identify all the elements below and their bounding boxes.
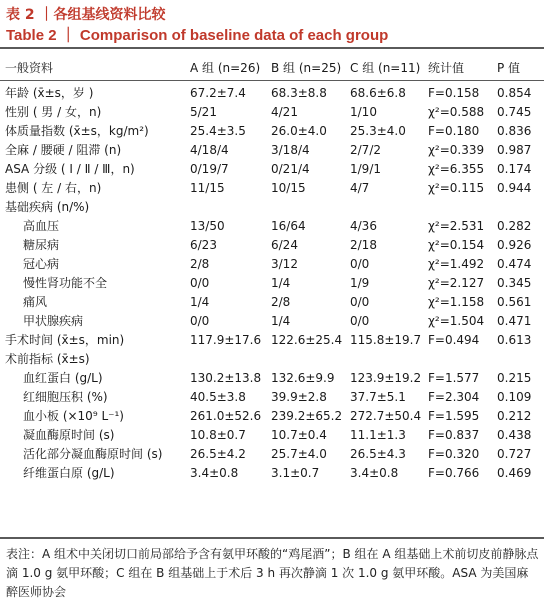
group-b-value: 10.7±0.4 <box>271 427 327 442</box>
group-a-value: 130.2±13.8 <box>190 370 262 385</box>
group-c-value: 4/36 <box>350 218 377 233</box>
row-label: 痛风 <box>23 294 48 309</box>
table-title-en: Table 2 ｜ Comparison of baseline data of each group <box>6 27 389 44</box>
p-value: 0.174 <box>497 161 532 176</box>
group-b-value: 25.7±4.0 <box>271 446 327 461</box>
row-label: 高血压 <box>23 218 60 233</box>
statistic-value: F=0.837 <box>428 427 480 442</box>
table-row <box>0 406 544 425</box>
table-row <box>0 444 544 463</box>
p-value: 0.215 <box>497 370 532 385</box>
bottom-rule <box>0 537 544 539</box>
p-value: 0.987 <box>497 142 532 157</box>
table-row <box>0 83 544 102</box>
table-row <box>0 311 544 330</box>
group-c-value: 4/7 <box>350 180 370 195</box>
group-a-value: 13/50 <box>190 218 225 233</box>
group-a-value: 40.5±3.8 <box>190 389 246 404</box>
table-row <box>0 159 544 178</box>
table-row <box>0 463 544 482</box>
group-c-value: 11.1±1.3 <box>350 427 406 442</box>
statistic-value: χ²=2.531 <box>428 218 485 233</box>
row-label: 基础疾病 (n/%) <box>5 199 90 214</box>
statistic-value: χ²=0.115 <box>428 180 485 195</box>
group-b-value: 3/18/4 <box>271 142 310 157</box>
p-value: 0.745 <box>497 104 532 119</box>
group-c-value: 3.4±0.8 <box>350 465 399 480</box>
group-a-value: 11/15 <box>190 180 225 195</box>
group-c-value: 37.7±5.1 <box>350 389 406 404</box>
p-value: 0.926 <box>497 237 532 252</box>
table-row <box>0 140 544 159</box>
table-title-cn: 表 2 ｜各组基线资料比较 <box>6 7 166 23</box>
group-b-value: 16/64 <box>271 218 306 233</box>
table-row <box>0 273 544 292</box>
table-note: 表注：A 组术中关闭切口前局部给予含有氨甲环酸的“鸡尾酒”；B 组在 A 组基础上术前切皮前静脉点滴 1.0 g 氨甲环酸；C 组在 B 组基础上于术后 3 h 再次静滴 1 次 1.0 g 氨甲环酸。ASA 为美国麻醉医师协会 <box>6 547 539 599</box>
group-b-value: 2/8 <box>271 294 291 309</box>
p-value: 0.854 <box>497 85 532 100</box>
statistic-value: χ²=0.339 <box>428 142 485 157</box>
group-b-value: 3/12 <box>271 256 298 271</box>
table-row <box>0 368 544 387</box>
p-value: 0.282 <box>497 218 532 233</box>
statistic-value: F=2.304 <box>428 389 480 404</box>
group-c-value: 2/18 <box>350 237 377 252</box>
group-a-value: 1/4 <box>190 294 210 309</box>
header-cell-general: 一般资料 <box>5 61 54 75</box>
row-label: 手术时间 (x̄±s，min) <box>5 332 125 347</box>
row-label: 慢性肾功能不全 <box>23 275 108 290</box>
group-b-value: 122.6±25.4 <box>271 332 343 347</box>
header-cell-group-a: A 组 (n=26) <box>190 61 261 75</box>
statistic-value <box>428 349 497 368</box>
table-row <box>0 254 544 273</box>
p-value: 0.727 <box>497 446 532 461</box>
table-row <box>0 216 544 235</box>
group-c-value: 115.8±19.7 <box>350 332 422 347</box>
row-label: 术前指标 (x̄±s) <box>5 351 90 366</box>
group-c-value <box>350 197 428 216</box>
group-a-value: 67.2±7.4 <box>190 85 246 100</box>
group-c-value: 1/9/1 <box>350 161 381 176</box>
p-value: 0.561 <box>497 294 532 309</box>
group-c-value: 0/0 <box>350 313 370 328</box>
group-a-value: 5/21 <box>190 104 217 119</box>
group-b-value: 10/15 <box>271 180 306 195</box>
statistic-value: F=0.320 <box>428 446 480 461</box>
group-a-value: 0/19/7 <box>190 161 229 176</box>
table-row <box>0 102 544 121</box>
group-b-value: 68.3±8.8 <box>271 85 327 100</box>
statistic-value <box>428 197 497 216</box>
row-label: ASA 分级 ( Ⅰ / Ⅱ / Ⅲ，n) <box>5 161 135 176</box>
row-label: 全麻 / 腰硬 / 阻滞 (n) <box>5 142 122 157</box>
table-row <box>0 330 544 349</box>
group-c-value: 123.9±19.2 <box>350 370 422 385</box>
header-cell-group-b: B 组 (n=25) <box>271 61 342 75</box>
p-value: 0.109 <box>497 389 532 404</box>
p-value: 0.469 <box>497 465 532 480</box>
row-label: 患侧 ( 左 / 右，n) <box>5 180 102 195</box>
group-c-value: 25.3±4.0 <box>350 123 406 138</box>
row-label: 糖尿病 <box>23 237 60 252</box>
table-row <box>0 235 544 254</box>
group-b-value: 239.2±65.2 <box>271 408 343 423</box>
statistic-value: χ²=1.158 <box>428 294 485 309</box>
group-c-value: 2/7/2 <box>350 142 381 157</box>
group-b-value: 1/4 <box>271 313 291 328</box>
group-a-value: 261.0±52.6 <box>190 408 262 423</box>
group-a-value: 2/8 <box>190 256 210 271</box>
group-c-value <box>350 349 428 368</box>
table-row <box>0 178 544 197</box>
group-a-value: 25.4±3.5 <box>190 123 246 138</box>
group-b-value: 0/21/4 <box>271 161 310 176</box>
header-cell-statistic: 统计值 <box>428 61 465 75</box>
row-label: 活化部分凝血酶原时间 (s) <box>23 446 163 461</box>
group-a-value <box>190 197 271 216</box>
group-c-value: 26.5±4.3 <box>350 446 406 461</box>
p-value: 0.212 <box>497 408 532 423</box>
p-value: 0.438 <box>497 427 532 442</box>
statistic-value: F=1.595 <box>428 408 480 423</box>
p-value <box>497 197 544 216</box>
p-value: 0.613 <box>497 332 532 347</box>
group-b-value: 6/24 <box>271 237 298 252</box>
baseline-table <box>0 57 544 482</box>
statistic-value: χ²=0.154 <box>428 237 485 252</box>
group-c-value: 68.6±6.8 <box>350 85 406 100</box>
header-cell-group-c: C 组 (n=11) <box>350 61 421 75</box>
group-b-value <box>271 197 350 216</box>
row-label: 红细胞压积 (%) <box>23 389 108 404</box>
table-row <box>0 425 544 444</box>
group-a-value: 117.9±17.6 <box>190 332 262 347</box>
group-c-value: 1/9 <box>350 275 370 290</box>
group-c-value: 0/0 <box>350 256 370 271</box>
table-row <box>0 292 544 311</box>
group-a-value: 26.5±4.2 <box>190 446 246 461</box>
statistic-value: F=1.577 <box>428 370 480 385</box>
statistic-value: χ²=0.588 <box>428 104 485 119</box>
top-rule <box>0 47 544 49</box>
group-a-value: 0/0 <box>190 313 210 328</box>
statistic-value: χ²=2.127 <box>428 275 485 290</box>
group-b-value: 4/21 <box>271 104 298 119</box>
group-c-value: 1/10 <box>350 104 377 119</box>
statistic-value: F=0.494 <box>428 332 480 347</box>
group-a-value: 4/18/4 <box>190 142 229 157</box>
header-cell-p-value: P 值 <box>497 61 521 75</box>
statistic-value: F=0.180 <box>428 123 480 138</box>
row-label: 冠心病 <box>23 256 60 271</box>
p-value: 0.944 <box>497 180 532 195</box>
table-row <box>0 349 544 368</box>
row-label: 纤维蛋白原 (g/L) <box>23 465 115 480</box>
p-value: 0.471 <box>497 313 532 328</box>
group-b-value <box>271 349 350 368</box>
row-label: 年龄 (x̄±s，岁 ) <box>5 85 94 100</box>
group-c-value: 272.7±50.4 <box>350 408 422 423</box>
table-row <box>0 121 544 140</box>
row-label: 血红蛋白 (g/L) <box>23 370 103 385</box>
group-b-value: 3.1±0.7 <box>271 465 320 480</box>
row-label: 凝血酶原时间 (s) <box>23 427 115 442</box>
statistic-value: F=0.766 <box>428 465 480 480</box>
group-b-value: 132.6±9.9 <box>271 370 335 385</box>
p-value: 0.836 <box>497 123 532 138</box>
header-row <box>0 57 544 79</box>
p-value: 0.474 <box>497 256 532 271</box>
row-label: 甲状腺疾病 <box>23 313 84 328</box>
group-a-value: 3.4±0.8 <box>190 465 239 480</box>
statistic-value: F=0.158 <box>428 85 480 100</box>
group-b-value: 1/4 <box>271 275 291 290</box>
statistic-value: χ²=1.492 <box>428 256 485 271</box>
table-row <box>0 387 544 406</box>
group-b-value: 26.0±4.0 <box>271 123 327 138</box>
group-a-value: 10.8±0.7 <box>190 427 246 442</box>
group-b-value: 39.9±2.8 <box>271 389 327 404</box>
row-label: 血小板 (×10⁹ L⁻¹) <box>23 408 124 423</box>
p-value <box>497 349 544 368</box>
group-a-value: 0/0 <box>190 275 210 290</box>
group-c-value: 0/0 <box>350 294 370 309</box>
statistic-value: χ²=1.504 <box>428 313 485 328</box>
row-label: 体质量指数 (x̄±s，kg/m²) <box>5 123 149 138</box>
group-a-value: 6/23 <box>190 237 217 252</box>
row-label: 性别 ( 男 / 女，n) <box>5 104 102 119</box>
group-a-value <box>190 349 271 368</box>
table-row <box>0 197 544 216</box>
p-value: 0.345 <box>497 275 532 290</box>
statistic-value: χ²=6.355 <box>428 161 485 176</box>
